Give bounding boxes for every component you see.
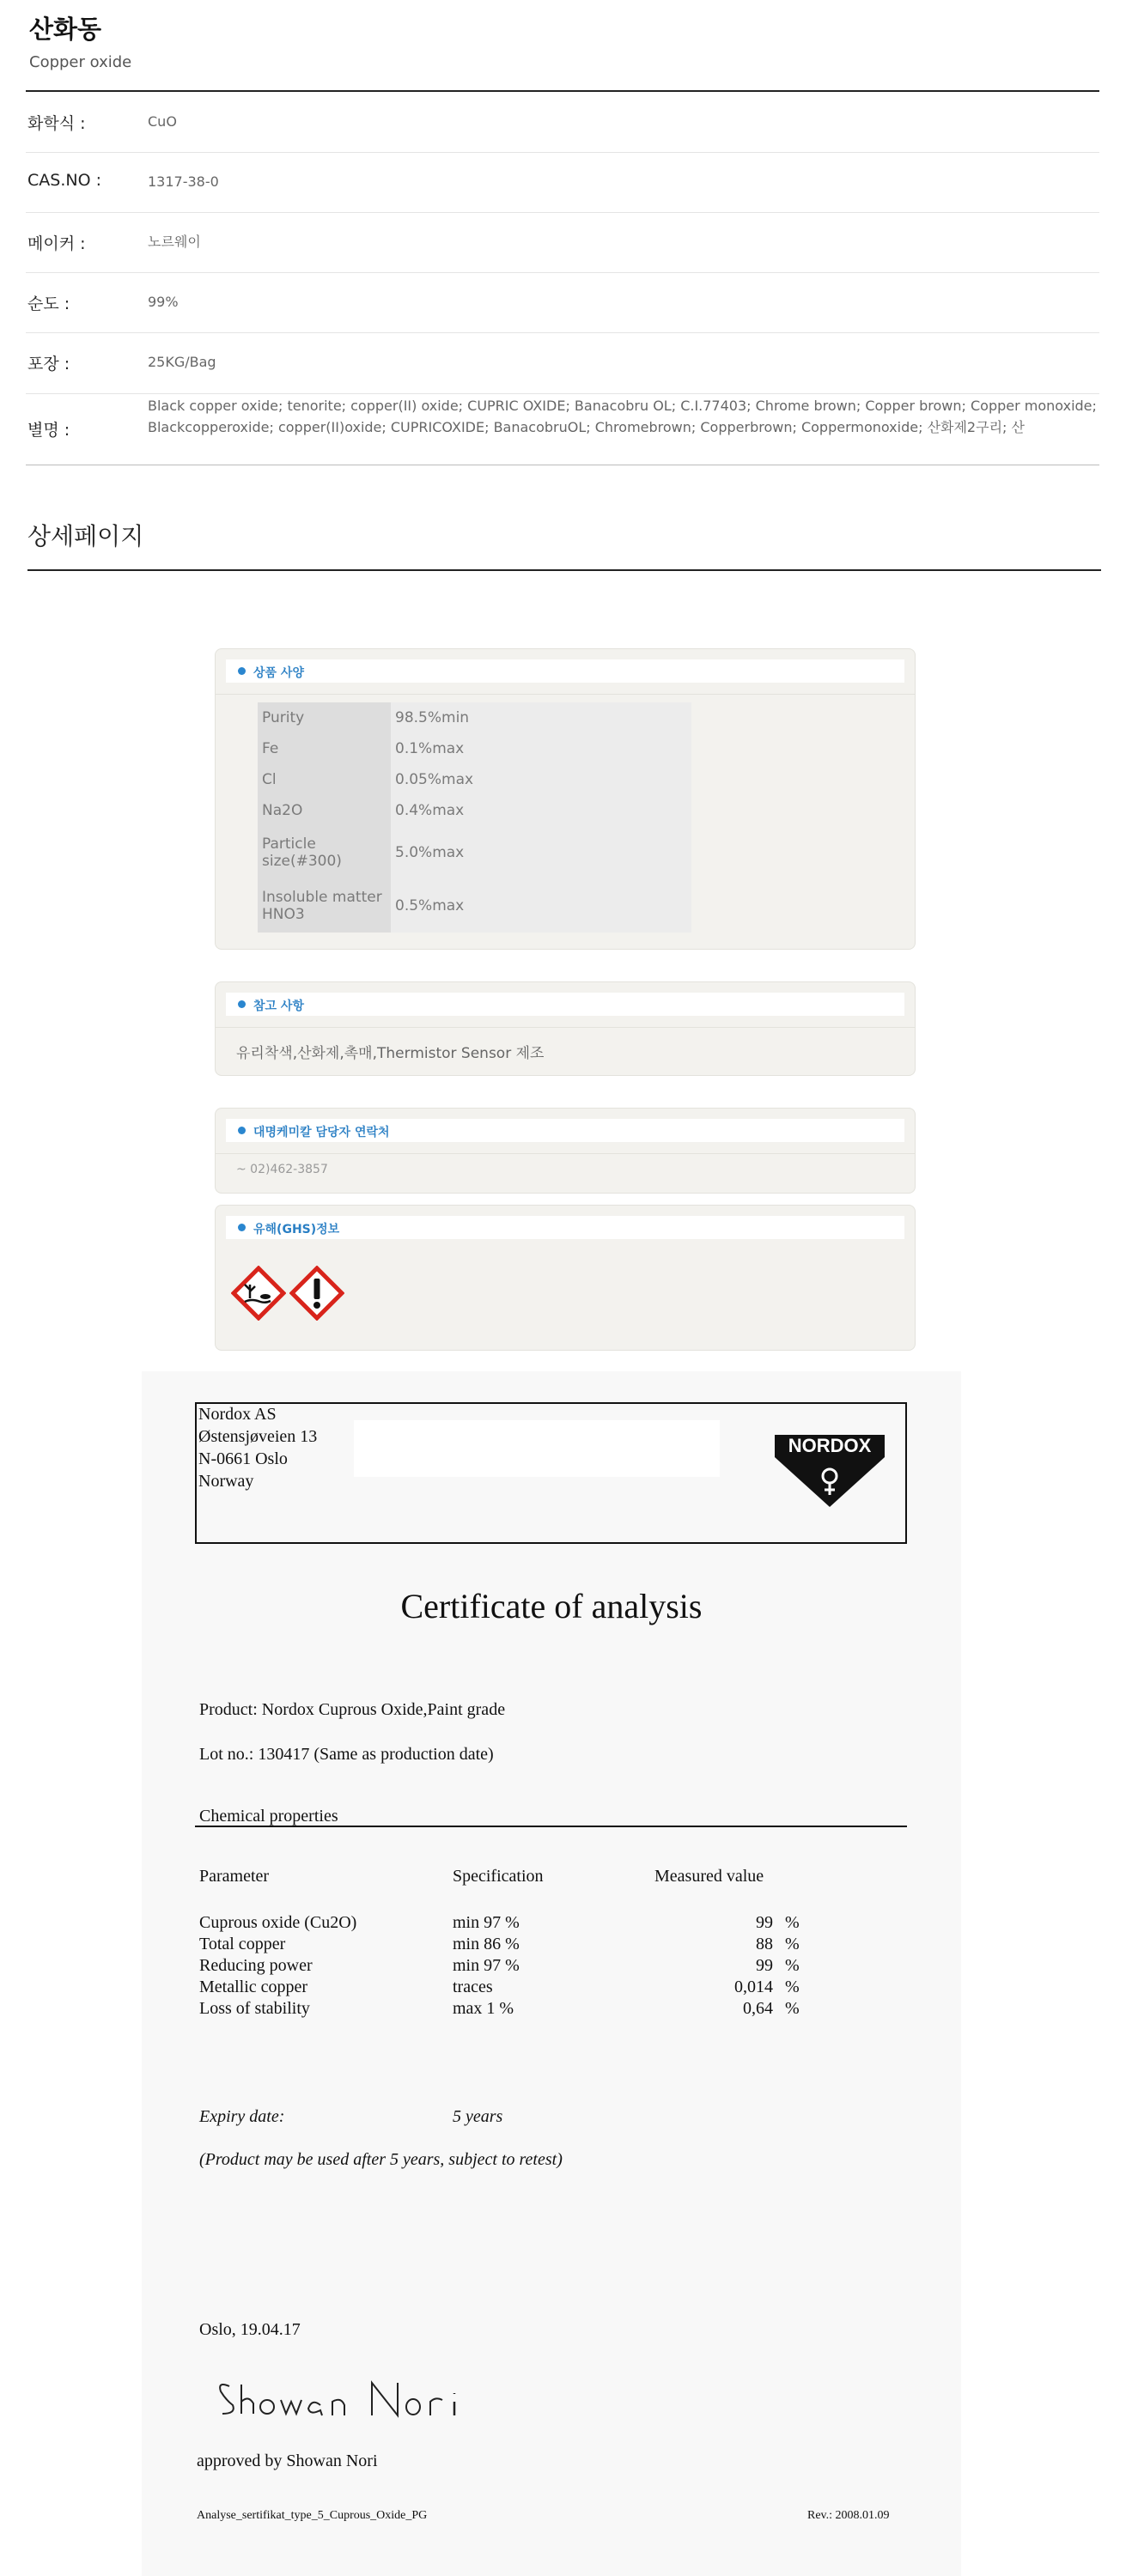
box-heading: 참고 사항	[253, 999, 304, 1013]
box-heading: 유해(GHS)정보	[253, 1223, 340, 1236]
spec-val: 0.05%max	[391, 764, 691, 795]
certificate-title: Certificate of analysis	[400, 1587, 703, 1625]
spec-value: 노르웨이	[148, 234, 201, 250]
contact-phone: ~ 02)462-3857	[236, 1163, 328, 1176]
address-line: Norway	[198, 1472, 254, 1491]
detail-divider	[27, 569, 1101, 571]
spec-cell: min 97 %	[453, 1956, 520, 1975]
col-parameter: Parameter	[199, 1867, 270, 1886]
nordox-logo-mark	[773, 1423, 886, 1509]
box-divider	[216, 1027, 915, 1028]
address-line: N-0661 Oslo	[198, 1449, 288, 1468]
spec-label: CAS.NO :	[27, 171, 101, 190]
table-row	[258, 702, 691, 733]
section-heading: Chemical properties	[199, 1807, 338, 1826]
signature-image	[210, 2367, 485, 2427]
place-date: Oslo, 19.04.17	[199, 2320, 301, 2339]
product-title: 산화동	[29, 15, 102, 44]
spec-key: Purity	[258, 702, 391, 733]
spec-row-formula	[26, 92, 1099, 153]
box-divider	[216, 1153, 915, 1154]
product-spec-table	[258, 702, 691, 933]
spec-key: Fe	[258, 733, 391, 764]
param-cell: Loss of stability	[199, 1999, 310, 2018]
spec-cell: max 1 %	[453, 1999, 514, 2018]
spec-row-alias	[26, 393, 1099, 465]
col-measured: Measured value	[654, 1867, 764, 1886]
expiry-value: 5 years	[453, 2107, 503, 2126]
bullet-icon	[238, 667, 246, 675]
certificate-document	[142, 1371, 961, 2576]
spec-cell: min 86 %	[453, 1935, 520, 1953]
spec-val: 98.5%min	[391, 702, 691, 733]
box-heading: 대명케미칼 담당자 연락처	[253, 1126, 390, 1139]
spec-key: Insoluble matter HNO3	[258, 879, 391, 933]
spec-label: 메이커 :	[27, 234, 86, 253]
spec-value: 99%	[148, 294, 179, 310]
reference-text: 유리착색,산화제,촉매,Thermistor Sensor 제조	[236, 1045, 545, 1062]
unit-cell: %	[785, 1935, 800, 1953]
approved-by: approved by Showan Nori	[197, 2451, 378, 2470]
spec-row-package	[26, 332, 1099, 394]
spec-value: 1317-38-0	[148, 173, 219, 190]
spec-val: 5.0%max	[391, 826, 691, 879]
product-subtitle: Copper oxide	[29, 53, 132, 71]
reference-box	[215, 981, 916, 1076]
box-divider	[216, 694, 915, 695]
bullet-icon	[238, 1127, 246, 1134]
bullet-icon	[238, 1224, 246, 1231]
detail-section-title: 상세페이지	[27, 522, 144, 550]
spec-cell: traces	[453, 1978, 493, 1996]
footer-filename: Analyse_sertifikat_type_5_Cuprous_Oxide_PG	[197, 2509, 428, 2522]
spec-label: 화학식 :	[27, 114, 86, 133]
table-row	[258, 826, 691, 879]
unit-cell: %	[785, 1956, 800, 1975]
unit-cell: %	[785, 1913, 800, 1932]
spec-column	[453, 1912, 520, 2020]
footer-revision: Rev.: 2008.01.09	[807, 2509, 890, 2522]
ghs-box	[215, 1205, 916, 1351]
param-column	[199, 1912, 356, 2020]
address-line: Østensjøveien 13	[198, 1427, 318, 1446]
product-line: Product: Nordox Cuprous Oxide,Paint grade	[199, 1700, 506, 1719]
spec-value: Black copper oxide; tenorite; copper(II) oxide; CUPRIC OXIDE; Banacobru OL; C.I.77403; Chrome brown; Copper brown; Copper monoxide; Blackcopperoxide; copper(II)oxide; CUPRICOXIDE; BanacobruOL; Chromebrown; Copperbrown; Coppermonoxide; 산화제2구리; 산	[148, 398, 1097, 435]
param-cell: Metallic copper	[199, 1978, 308, 1996]
unit-cell: %	[785, 1978, 800, 1996]
section-underline	[195, 1826, 907, 1827]
contact-box	[215, 1108, 916, 1194]
spec-val: 0.1%max	[391, 733, 691, 764]
company-address	[198, 1403, 317, 1492]
value-cell: 99	[756, 1956, 773, 1975]
value-column	[657, 1912, 773, 2020]
lot-line: Lot no.: 130417 (Same as production date)	[199, 1745, 494, 1764]
param-cell: Cuprous oxide (Cu2O)	[199, 1913, 357, 1932]
spec-row-maker	[26, 212, 1099, 273]
value-cell: 0,64	[743, 1999, 773, 2018]
nordox-logo	[773, 1423, 886, 1509]
value-cell: 0,014	[734, 1978, 773, 1996]
address-line: Nordox AS	[198, 1405, 277, 1424]
environment-hazard-icon	[231, 1266, 286, 1321]
spec-value: CuO	[148, 113, 177, 130]
box-heading: 상품 사양	[253, 666, 304, 680]
table-row	[258, 795, 691, 826]
unit-column	[785, 1912, 800, 2020]
bullet-icon	[238, 1000, 246, 1008]
box-header	[226, 993, 904, 1016]
box-header	[226, 1119, 904, 1142]
spec-row-purity	[26, 272, 1099, 333]
box-header	[226, 659, 904, 683]
spec-val: 0.5%max	[391, 879, 691, 933]
table-row	[258, 733, 691, 764]
expiry-label: Expiry date:	[199, 2107, 285, 2126]
spec-key: Na2O	[258, 795, 391, 826]
spec-cell: min 97 %	[453, 1913, 520, 1932]
param-cell: Reducing power	[199, 1956, 313, 1975]
logo-text: NORDOX	[788, 1435, 872, 1456]
spec-row-cas	[26, 152, 1099, 213]
redacted-area	[354, 1420, 720, 1477]
box-header	[226, 1216, 904, 1239]
spec-key: Cl	[258, 764, 391, 795]
expiry-note: (Product may be used after 5 years, subject to retest)	[199, 2150, 563, 2169]
spec-value: 25KG/Bag	[148, 354, 216, 370]
unit-cell: %	[785, 1999, 800, 2018]
spec-label: 별명 :	[27, 421, 70, 440]
spec-val: 0.4%max	[391, 795, 691, 826]
table-row	[258, 879, 691, 933]
table-row	[258, 764, 691, 795]
exclamation-hazard-icon	[289, 1266, 344, 1321]
col-specification: Specification	[453, 1867, 544, 1886]
spec-label: 포장 :	[27, 355, 70, 374]
spec-key: Particle size(#300)	[258, 826, 391, 879]
spec-label: 순도 :	[27, 295, 70, 313]
param-cell: Total copper	[199, 1935, 286, 1953]
value-cell: 88	[756, 1935, 773, 1953]
value-cell: 99	[756, 1913, 773, 1932]
